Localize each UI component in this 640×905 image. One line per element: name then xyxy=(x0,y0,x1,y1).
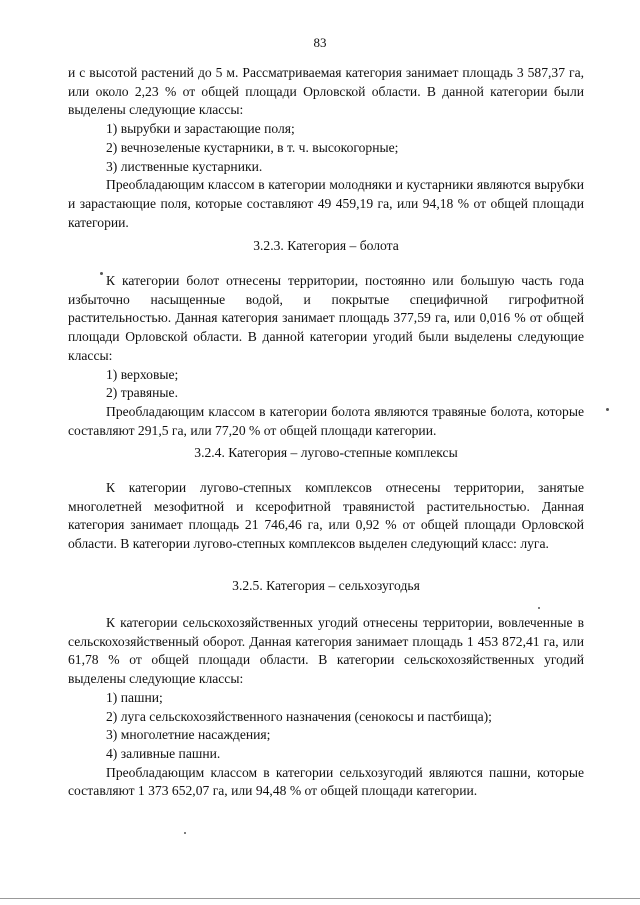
section-paragraph: К категории лугово-степных комплексов отнесены территории, занятые многолетней мезофитной и ксерофитной травянистой растительностью. Данная категория занимает площадь 21 746,46 га, или 0,92 % от общей площади Орловской области. В категории лугово-степных комплексов выделен следующий класс: луга. xyxy=(68,480,584,552)
list-item: 1) вырубки и зарастающие поля; xyxy=(106,121,295,137)
summary-paragraph: Преобладающим классом в категории молодняки и кустарники являются вырубки и зарастающие поля, которые составляют 49 459,19 га, или 94,18 % от общей площади категории. xyxy=(68,177,584,230)
list-item: 3) лиственные кустарники. xyxy=(106,158,263,174)
section-323-block xyxy=(68,272,584,440)
section-324-block xyxy=(68,479,584,554)
scan-edge xyxy=(0,898,640,899)
section-heading-324: 3.2.4. Категория – лугово-степные комплексы xyxy=(194,445,458,460)
page-number: 83 xyxy=(313,35,327,50)
list-item: 3) многолетние насаждения; xyxy=(106,727,271,743)
list-item: 1) пашни; xyxy=(106,689,163,705)
section-paragraph: К категории болот отнесены территории, постоянно или большую часть года избыточно насыщенные водой, и покрытые специфичной гигрофитной растительностью. Данная категория занимает площадь 377,59 га, или 0,016 % от общей площади Орловской области. В данной категории угодий были выделены следующие классы: xyxy=(68,273,584,363)
section-325-block xyxy=(68,614,584,801)
scan-speck xyxy=(538,607,540,609)
section-paragraph: К категории сельскохозяйственных угодий отнесены территории, вовлеченные в сельскохозяйственный оборот. Данная категория занимает площадь 1 453 872,41 га, или 61,78 % от общей площади области. В категории сельскохозяйственных угодий выделены следующие классы: xyxy=(68,615,584,687)
summary-paragraph: Преобладающим классом в категории сельхозугодий являются пашни, которые составляют 1 373 652,07 га, или 94,48 % от общей площади категории. xyxy=(68,764,584,799)
scan-speck xyxy=(606,408,609,411)
section-heading-325: 3.2.5. Категория – сельхозугодья xyxy=(232,578,420,593)
list-item: 4) заливные пашни. xyxy=(106,745,221,761)
list-item: 2) луга сельскохозяйственного назначения (сенокосы и пастбища); xyxy=(106,708,492,724)
list-item: 2) травяные. xyxy=(106,385,178,401)
section-heading-323: 3.2.3. Категория – болота xyxy=(253,238,399,253)
scan-speck xyxy=(100,272,103,275)
list-item: 2) вечнозеленые кустарники, в т. ч. высокогорные; xyxy=(106,139,399,155)
intro-paragraph: и с высотой растений до 5 м. Рассматриваемая категория занимает площадь 3 587,37 га, или около 2,23 % от общей площади Орловской области. В данной категории были выделены следующие классы: xyxy=(68,65,584,118)
scan-speck xyxy=(184,832,186,834)
intro-block xyxy=(68,64,584,232)
list-item: 1) верховые; xyxy=(106,366,179,382)
summary-paragraph: Преобладающим классом в категории болота являются травяные болота, которые составляют 291,5 га, или 77,20 % от общей площади категории. xyxy=(68,403,584,438)
